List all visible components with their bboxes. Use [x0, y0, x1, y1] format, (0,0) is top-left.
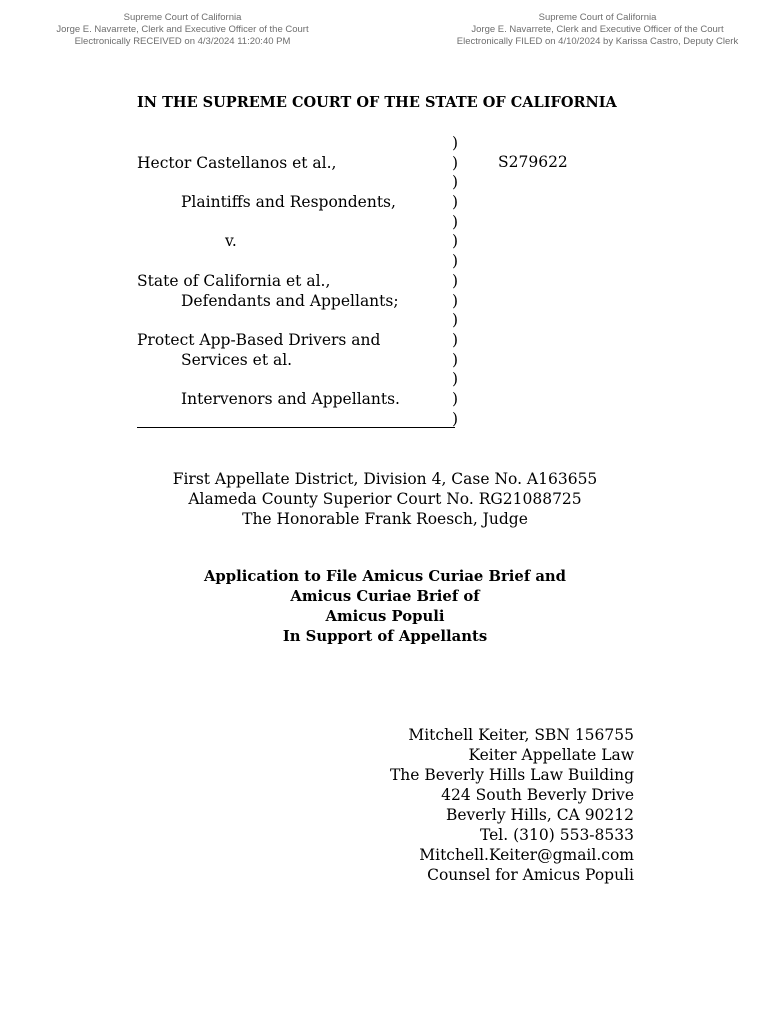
counsel-role: Counsel for Amicus Populi	[427, 866, 634, 884]
received-stamp-clerk: Jorge E. Navarrete, Clerk and Executive Officer of the Court	[56, 24, 309, 35]
caption-paren: )	[452, 409, 459, 428]
filed-stamp-clerk: Jorge E. Navarrete, Clerk and Executive Officer of the Court	[471, 24, 724, 35]
caption-paren: )	[452, 370, 459, 389]
case-number: S279622	[498, 153, 568, 171]
defendant-role: Defendants and Appellants;	[181, 291, 399, 310]
counsel-firm: Keiter Appellate Law	[468, 746, 634, 764]
received-stamp-status: Electronically RECEIVED on 4/3/2024 11:20:40 PM	[74, 36, 291, 47]
plaintiff-role: Plaintiffs and Respondents,	[181, 193, 396, 212]
caption-underline	[137, 427, 455, 428]
caption-paren: )	[452, 330, 459, 349]
brief-title	[0, 567, 770, 647]
caption-paren: )	[452, 252, 459, 271]
caption-paren: )	[452, 212, 459, 231]
intervenor-name-line1: Protect App-Based Drivers and	[137, 330, 381, 349]
intervenor-name-line2: Services et al.	[181, 350, 293, 369]
brief-title-line3: Amicus Populi	[325, 608, 445, 625]
appellate-court-line: First Appellate District, Division 4, Case No. A163655	[172, 470, 598, 488]
brief-title-line2: Amicus Curiae Brief of	[290, 588, 480, 605]
caption-paren: )	[452, 153, 459, 172]
received-stamp-court: Supreme Court of California	[123, 12, 242, 23]
court-title: IN THE SUPREME COURT OF THE STATE OF CALIFORNIA	[137, 94, 617, 111]
received-stamp	[40, 12, 325, 48]
defendant-name: State of California et al.,	[137, 271, 331, 290]
counsel-city: Beverly Hills, CA 90212	[445, 806, 634, 824]
case-caption	[137, 134, 457, 410]
judge-line: The Honorable Frank Roesch, Judge	[242, 510, 528, 528]
counsel-email: Mitchell.Keiter@gmail.com	[419, 846, 634, 864]
caption-paren: )	[452, 173, 459, 192]
caption-paren: )	[452, 291, 459, 310]
caption-paren: )	[452, 389, 459, 408]
caption-paren: )	[452, 193, 459, 212]
filed-stamp-status: Electronically FILED on 4/10/2024 by Karissa Castro, Deputy Clerk	[456, 36, 739, 47]
lower-court-info	[0, 469, 770, 529]
brief-title-line1: Application to File Amicus Curiae Brief and	[203, 568, 567, 585]
filed-stamp-court: Supreme Court of California	[538, 12, 657, 23]
counsel-building: The Beverly Hills Law Building	[389, 766, 634, 784]
counsel-street: 424 South Beverly Drive	[441, 786, 634, 804]
counsel-phone: Tel. (310) 553-8533	[480, 826, 634, 844]
brief-title-line4: In Support of Appellants	[282, 628, 488, 645]
caption-paren: )	[452, 311, 459, 330]
plaintiff-name: Hector Castellanos et al.,	[137, 153, 337, 172]
superior-court-line: Alameda County Superior Court No. RG21088725	[188, 490, 582, 508]
counsel-block	[390, 725, 634, 885]
filed-stamp	[440, 12, 755, 48]
caption-paren: )	[452, 350, 459, 369]
intervenor-role: Intervenors and Appellants.	[181, 389, 400, 408]
caption-paren: )	[452, 232, 459, 251]
counsel-name: Mitchell Keiter, SBN 156755	[408, 726, 634, 744]
caption-parentheses	[452, 134, 458, 429]
versus-label: v.	[225, 232, 237, 251]
caption-paren: )	[452, 134, 459, 152]
caption-paren: )	[452, 271, 459, 290]
